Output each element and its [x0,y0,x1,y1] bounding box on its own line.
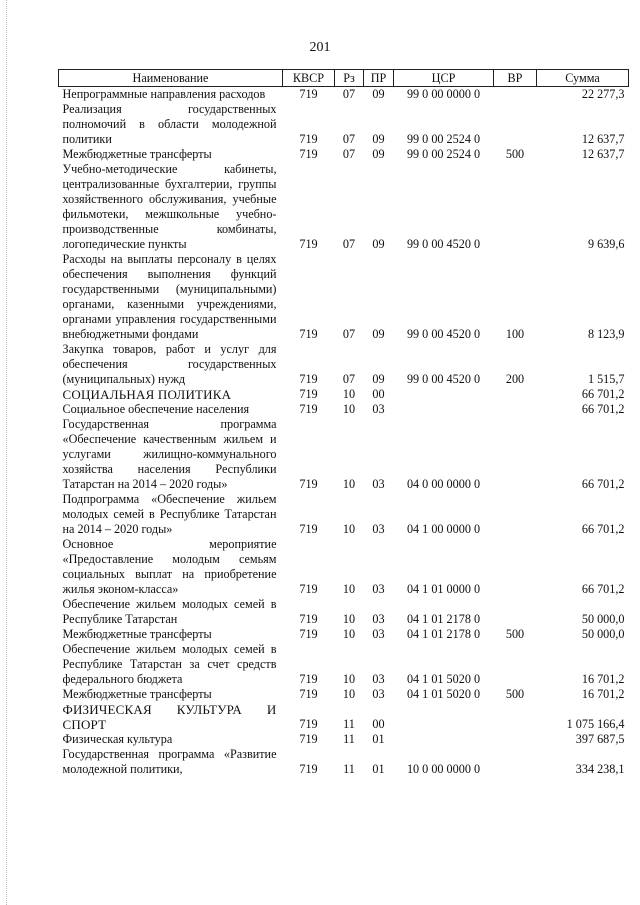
row-name: Закупка товаров, работ и услуг для обеспечения государственных (муниципальных) нужд [62,342,277,386]
row-rz: 07 [342,372,356,386]
row-pr: 03 [372,402,385,416]
table-row [59,747,629,777]
table-row [59,492,629,537]
row-csr: 99 0 00 4520 0 [406,327,481,341]
col-header-pr: ПР [364,70,394,87]
row-csr: 10 0 00 0000 0 [406,762,481,776]
table-row [59,702,629,732]
row-kvsr: 719 [299,387,318,401]
row-name: Обеспечение жильем молодых семей в Республике Татарстан за счет средств федерального бюджета [62,642,277,686]
row-vr: 200 [505,372,525,386]
col-header-sum: Сумма [537,70,629,87]
row-sum: 397 687,5 [575,732,625,746]
row-sum: 66 701,2 [581,477,625,491]
table-row [59,87,629,103]
row-kvsr: 719 [299,732,318,746]
row-pr: 03 [372,582,385,596]
row-name: Обеспечение жильем молодых семей в Республике Татарстан [62,597,277,626]
row-sum: 16 701,2 [581,687,625,701]
row-kvsr: 719 [299,237,318,251]
row-name: Физическая культура [62,732,173,746]
row-pr: 09 [372,327,385,341]
row-name: Реализация государственных полномочий в области молодежной политики [62,102,277,146]
row-csr [394,387,494,402]
row-name: Государственная программа «Обеспечение качественным жильем и услугами жилищно-коммунального хозяйства населения Республики Татарстан на 2014 – 2020 годы» [62,417,277,491]
row-kvsr: 719 [299,522,318,536]
row-vr [494,597,537,627]
row-sum: 12 637,7 [581,147,625,161]
row-pr: 00 [372,387,385,401]
row-kvsr: 719 [299,762,318,776]
row-sum: 334 238,1 [575,762,625,776]
row-name: Межбюджетные трансферты [62,627,212,641]
row-vr [494,492,537,537]
row-sum: 66 701,2 [581,402,625,416]
row-name: Социальное обеспечение населения [62,402,250,416]
row-pr: 09 [372,132,385,146]
row-csr: 99 0 00 4520 0 [406,372,481,386]
row-kvsr: 719 [299,327,318,341]
row-csr: 99 0 00 4520 0 [406,237,481,251]
row-sum: 22 277,3 [581,87,625,101]
col-header-rz: Рз [335,70,364,87]
row-rz: 07 [342,327,356,341]
row-name: Непрограммные направления расходов [62,87,266,101]
row-vr [494,537,537,597]
row-sum: 66 701,2 [581,387,625,401]
row-rz: 10 [342,612,356,626]
row-kvsr: 719 [299,612,318,626]
row-csr [394,732,494,747]
row-rz: 10 [342,402,356,416]
row-rz: 11 [343,717,355,731]
table-row [59,402,629,417]
row-name: Основное мероприятие «Предоставление молодым семьям социальных выплат на приобретение жилья эконом-класса» [62,537,277,596]
row-pr: 09 [372,237,385,251]
row-name: Учебно-методические кабинеты, централизованные бухгалтерии, группы хозяйственного обслуживания, учебные фильмотеки, межшкольные учебно-производственные комбинаты, логопедические пункты [62,162,277,251]
row-sum: 50 000,0 [581,612,625,626]
row-rz: 10 [342,672,356,686]
row-vr: 500 [505,687,525,701]
row-csr: 99 0 00 2524 0 [406,132,481,146]
budget-table [58,69,629,777]
table-header-row [59,70,629,87]
row-kvsr: 719 [299,402,318,416]
table-row [59,147,629,162]
row-kvsr: 719 [299,132,318,146]
row-rz: 11 [343,732,355,746]
row-sum: 9 639,6 [587,237,625,251]
row-name: ФИЗИЧЕСКАЯ КУЛЬТУРА И СПОРТ [62,702,277,732]
row-sum: 16 701,2 [581,672,625,686]
row-sum: 12 637,7 [581,132,625,146]
row-csr: 04 1 01 5020 0 [406,672,481,686]
row-pr: 09 [372,87,385,101]
row-vr: 500 [505,627,525,641]
row-pr: 03 [372,522,385,536]
row-vr: 100 [505,327,525,341]
table-body [59,87,629,778]
page-number: 201 [309,40,331,55]
row-rz: 10 [342,687,356,701]
row-kvsr: 719 [299,687,318,701]
row-csr: 04 0 00 0000 0 [406,477,481,491]
table-row [59,342,629,387]
row-sum: 66 701,2 [581,522,625,536]
row-rz: 10 [342,582,356,596]
row-rz: 11 [343,762,355,776]
row-pr: 09 [372,372,385,386]
col-header-csr: ЦСР [394,70,494,87]
row-csr: 04 1 00 0000 0 [406,522,481,536]
row-name: Расходы на выплаты персоналу в целях обеспечения выполнения функций государственными (муниципальными) органами, казенными учреждениями, органами управления государственными внебюджетными фондами [62,252,277,341]
row-csr [394,702,494,732]
row-sum: 1 515,7 [587,372,625,386]
row-pr: 09 [372,147,385,161]
row-csr: 99 0 00 2524 0 [406,147,481,161]
table-row [59,597,629,627]
row-vr [494,732,537,747]
row-rz: 07 [342,147,356,161]
row-kvsr: 719 [299,717,318,731]
table-row [59,387,629,402]
row-csr: 99 0 00 0000 0 [406,87,481,101]
table-row [59,627,629,642]
row-sum: 66 701,2 [581,582,625,596]
row-kvsr: 719 [299,372,318,386]
table-row [59,732,629,747]
row-pr: 00 [372,717,385,731]
row-vr [494,402,537,417]
row-pr: 01 [372,762,385,776]
row-name: Подпрограмма «Обеспечение жильем молодых семей в Республике Татарстан на 2014 – 2020 годы» [62,492,277,536]
row-sum: 1 075 166,4 [566,717,625,731]
row-csr: 04 1 01 0000 0 [406,582,481,596]
row-vr [494,747,537,777]
row-pr: 03 [372,612,385,626]
margin-dotted-line [6,0,8,905]
row-rz: 10 [342,627,356,641]
row-vr [494,102,537,147]
row-rz: 10 [342,387,356,401]
row-csr: 04 1 01 5020 0 [406,687,481,701]
row-csr: 04 1 01 2178 0 [406,612,481,626]
table-row [59,642,629,687]
table-row [59,687,629,702]
row-name: СОЦИАЛЬНАЯ ПОЛИТИКА [62,387,232,402]
row-name: Межбюджетные трансферты [62,147,212,161]
table-row [59,417,629,492]
row-vr [494,162,537,252]
row-pr: 03 [372,627,385,641]
row-vr [494,702,537,732]
col-header-name: Наименование [59,70,283,87]
row-kvsr: 719 [299,627,318,641]
row-rz: 10 [342,477,356,491]
row-name: Межбюджетные трансферты [62,687,212,701]
table-row [59,252,629,342]
row-sum: 8 123,9 [587,327,625,341]
row-vr [494,417,537,492]
row-kvsr: 719 [299,147,318,161]
row-pr: 03 [372,672,385,686]
col-header-vr: ВР [494,70,537,87]
row-pr: 03 [372,477,385,491]
row-csr [394,402,494,417]
row-rz: 07 [342,237,356,251]
row-rz: 07 [342,132,356,146]
row-pr: 01 [372,732,385,746]
row-rz: 07 [342,87,356,101]
table-row [59,102,629,147]
row-kvsr: 719 [299,672,318,686]
row-kvsr: 719 [299,582,318,596]
row-vr [494,387,537,402]
table-row [59,537,629,597]
row-rz: 10 [342,522,356,536]
row-name: Государственная программа «Развитие молодежной политики, [62,747,277,776]
row-vr: 500 [505,147,525,161]
row-pr: 03 [372,687,385,701]
row-vr [494,87,537,103]
row-sum: 50 000,0 [581,627,625,641]
row-csr: 04 1 01 2178 0 [406,627,481,641]
row-vr [494,642,537,687]
row-kvsr: 719 [299,477,318,491]
row-kvsr: 719 [299,87,318,101]
col-header-kvsr: КВСР [283,70,335,87]
table-row [59,162,629,252]
